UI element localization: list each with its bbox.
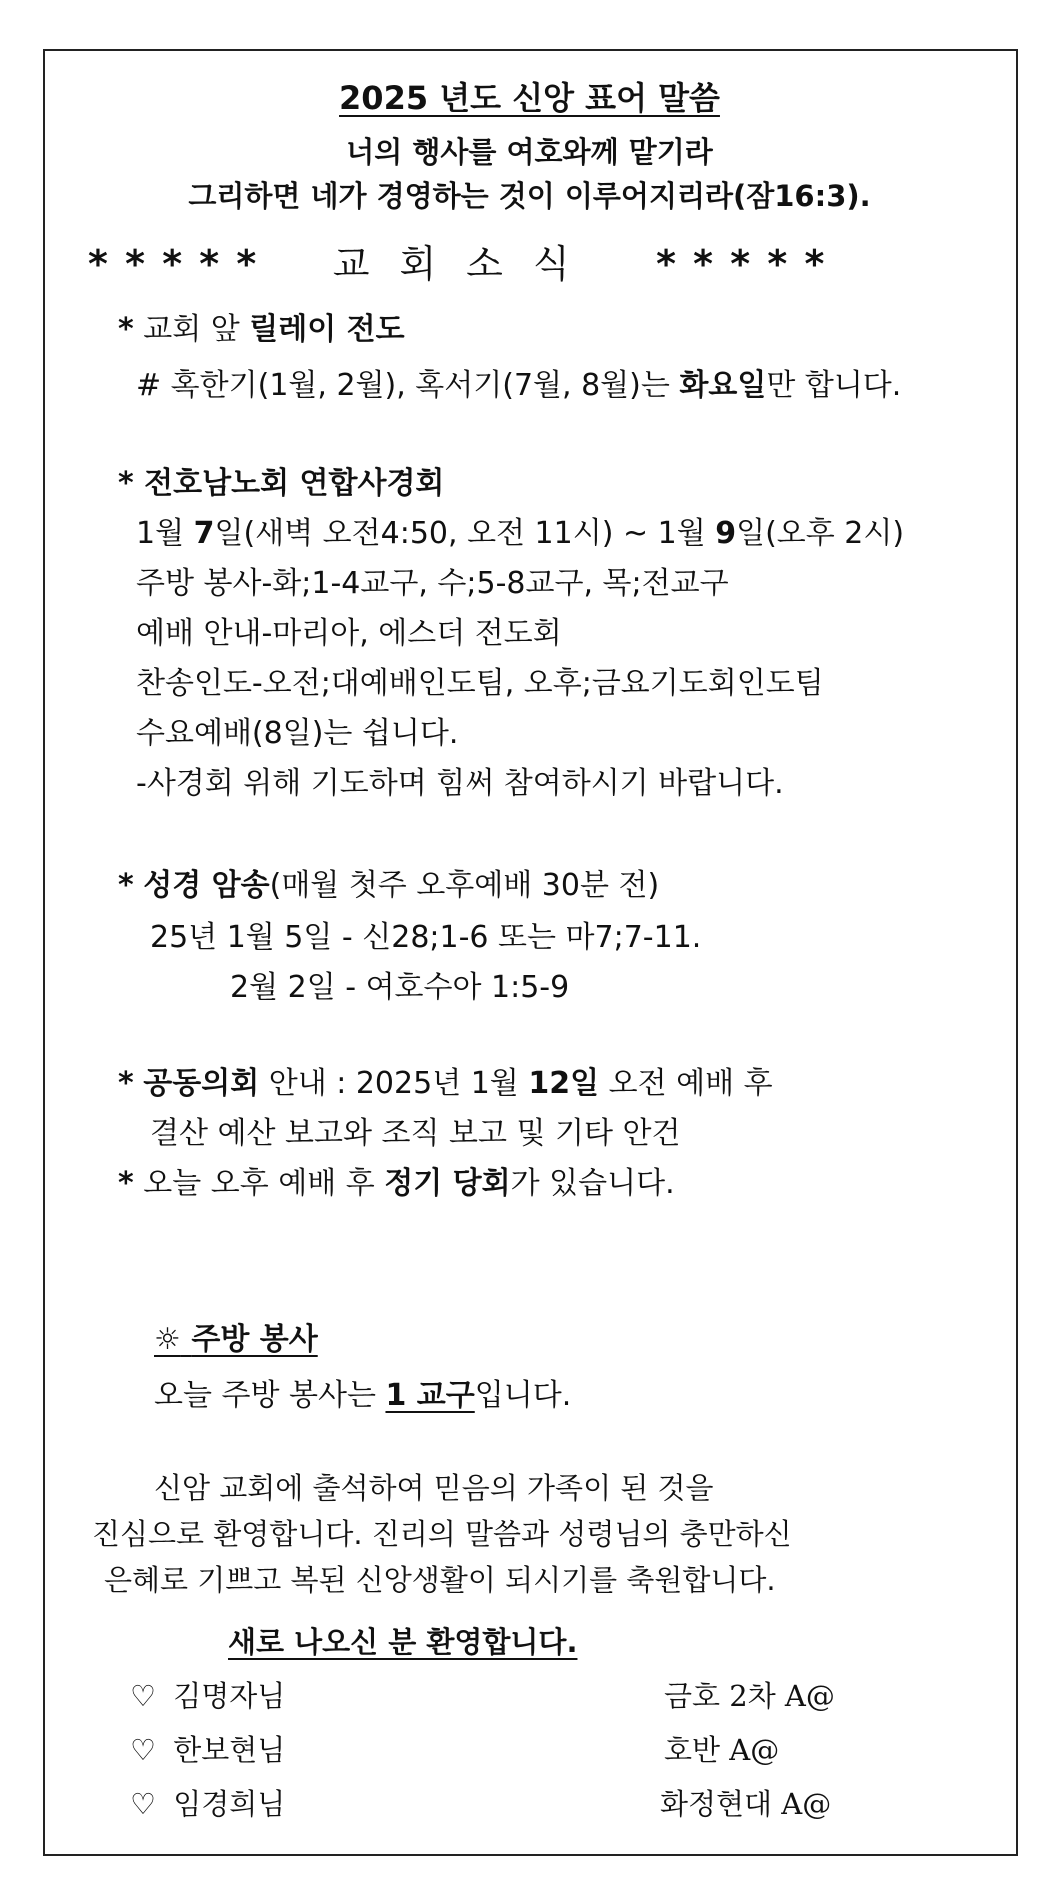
bullet: * [118, 1166, 134, 1201]
church-news-header [88, 244, 978, 284]
member-row [130, 1676, 285, 1716]
relay-schedule [136, 366, 901, 406]
meeting-kitchen: 주방 봉사-화;1-4교구, 수;5-8교구, 목;전교구 [136, 566, 729, 601]
kitchen-title [154, 1320, 318, 1360]
welcome-heading [228, 1622, 577, 1662]
memorize-feb: 2월 2일 - 여호수아 1:5-9 [230, 970, 570, 1005]
welcome-p3: 은혜로 기쁘고 복된 신앙생활이 되시기를 축원합니다. [104, 1563, 776, 1597]
relay-schedule-a: # 혹한기(1월, 2월), 혹서기(7월, 8월)는 [136, 368, 680, 403]
motto-title-text: 2025 년도 신앙 표어 말씀 [339, 79, 720, 117]
stars-left: * * * * * [88, 242, 259, 286]
kitchen-today-a: 오늘 주방 봉사는 [154, 1378, 386, 1413]
assembly-notice [118, 1064, 773, 1104]
member-row [130, 1784, 285, 1824]
kitchen-today [154, 1376, 571, 1416]
motto-verse-line1: 너의 행사를 여호와께 맡기라 [346, 135, 713, 169]
memorize-title [118, 866, 659, 906]
meeting-wednesday: 수요예배(8일)는 쉽니다. [136, 716, 459, 751]
member-name: 김명자님 [173, 1679, 286, 1713]
church-news-word: 교회소식 [332, 242, 600, 286]
motto-title [0, 78, 1059, 118]
welcome-p1: 신암 교회에 출석하여 믿음의 가족이 된 것을 [154, 1471, 714, 1505]
assembly-title: 공동의회 [143, 1066, 260, 1101]
meeting-dates [136, 514, 904, 554]
meeting-dates-a: 1월 [136, 516, 194, 551]
assembly-mid: 안내 : 2025년 1월 [259, 1066, 529, 1101]
sun-icon: ☼ [154, 1322, 181, 1357]
bullet: * [118, 312, 134, 347]
heart-icon: ♡ [130, 1679, 156, 1713]
motto-verse-line2: 그리하면 네가 경영하는 것이 이루어지리라(잠16:3). [188, 179, 871, 213]
kitchen-today-c: 입니다. [474, 1378, 572, 1413]
member-address: 금호 2차 A@ [664, 1679, 835, 1713]
meeting-title [118, 464, 444, 504]
welcome-p2: 진심으로 환영합니다. 진리의 말씀과 성령님의 충만하신 [92, 1517, 792, 1551]
bullet: * [118, 1066, 134, 1101]
member-name: 한보현님 [173, 1733, 286, 1767]
memorize-jan: 25년 1월 5일 - 신28;1-6 또는 마7;7-11. [150, 920, 702, 955]
session-notice [118, 1164, 675, 1204]
relay-schedule-day: 화요일 [679, 368, 767, 403]
meeting-dates-e: 일(오후 2시) [736, 516, 905, 551]
kitchen-title-underlined [154, 1322, 318, 1357]
meeting-title-text: 전호남노회 연합사경회 [144, 466, 445, 501]
relay-title [118, 310, 405, 350]
bullet: * [118, 868, 134, 903]
bullet: * [118, 466, 134, 501]
heart-icon: ♡ [130, 1733, 156, 1767]
relay-title-prefix: 교회 앞 [143, 312, 250, 347]
assembly-day: 12일 [528, 1066, 600, 1101]
session-b: 정기 당회 [384, 1166, 511, 1201]
member-row [130, 1730, 285, 1770]
stars-right: * * * * * [656, 242, 827, 286]
member-name: 임경희님 [173, 1787, 286, 1821]
memorize-title-rest: (매월 첫주 오후예배 30분 전) [269, 868, 660, 903]
kitchen-today-district: 1 교구 [385, 1378, 475, 1413]
meeting-dates-b: 7 [193, 516, 215, 551]
meeting-dates-c: 일(새벽 오전4:50, 오전 11시) ~ 1월 [214, 516, 716, 551]
memorize-title-bold: 성경 암송 [143, 868, 270, 903]
session-c: 가 있습니다. [510, 1166, 675, 1201]
kitchen-title-text: 주방 봉사 [191, 1322, 318, 1357]
meeting-guide: 예배 안내-마리아, 에스더 전도회 [136, 616, 562, 651]
member-address: 호반 A@ [664, 1733, 780, 1767]
relay-schedule-c: 만 합니다. [766, 368, 902, 403]
meeting-prayer: -사경회 위해 기도하며 힘써 참여하시기 바랍니다. [136, 766, 784, 801]
assembly-end: 오전 예배 후 [599, 1066, 773, 1101]
relay-title-bold: 릴레이 전도 [249, 312, 405, 347]
meeting-hymn: 찬송인도-오전;대예배인도팀, 오후;금요기도회인도팀 [136, 666, 824, 701]
session-a: 오늘 오후 예배 후 [143, 1166, 385, 1201]
welcome-heading-text: 새로 나오신 분 환영합니다. [228, 1625, 578, 1659]
heart-icon: ♡ [130, 1787, 156, 1821]
member-address: 화정현대 A@ [660, 1787, 832, 1821]
meeting-dates-d: 9 [715, 516, 737, 551]
assembly-agenda: 결산 예산 보고와 조직 보고 및 기타 안건 [150, 1116, 681, 1151]
